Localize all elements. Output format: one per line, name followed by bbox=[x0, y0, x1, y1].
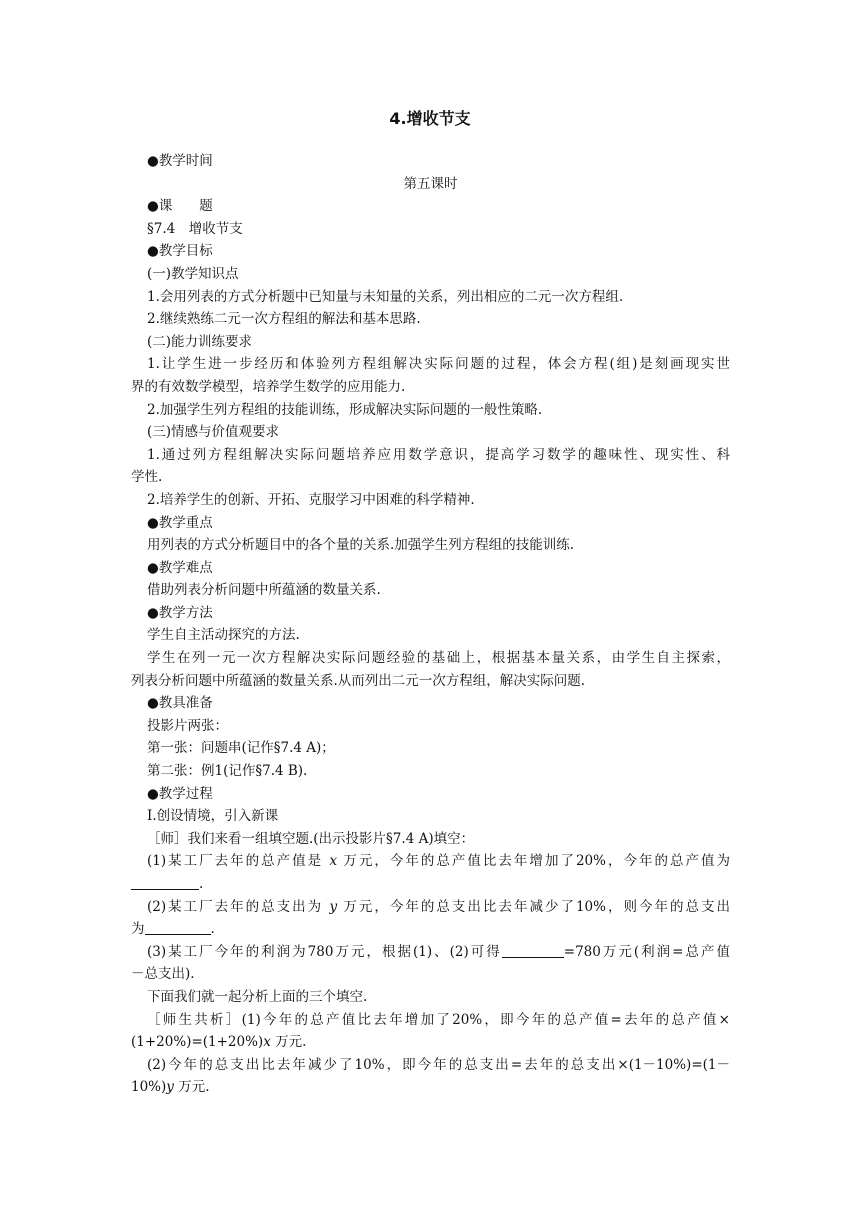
question-1 bbox=[131, 850, 730, 873]
question-3-continued: －总支出). bbox=[131, 966, 195, 983]
question-1-continued bbox=[131, 873, 730, 896]
analysis-2: (2)今年的总支出比去年减少了10%，即今年的总支出=去年的总支出×(1－10%)=(1－ bbox=[147, 1056, 730, 1073]
subheading-knowledge: (一)教学知识点 bbox=[147, 265, 239, 282]
document-body bbox=[131, 150, 730, 1099]
paragraph: 借助列表分析问题中所蕴涵的数量关系. bbox=[147, 582, 381, 599]
paragraph: 学生在列一元一次方程解决实际问题经验的基础上，根据基本量关系，由学生自主探索， bbox=[147, 650, 730, 667]
variable-y: y bbox=[329, 898, 338, 915]
section-heading-materials: ●教具准备 bbox=[147, 695, 213, 712]
question-2-continued bbox=[131, 918, 730, 941]
section-heading-time: ●教学时间 bbox=[147, 153, 213, 169]
text-segment: . bbox=[199, 876, 204, 892]
topic-text: §7.4 增收节支 bbox=[147, 220, 243, 237]
section-heading-topic: ●课 题 bbox=[147, 198, 213, 215]
section-heading-process: ●教学过程 bbox=[147, 785, 213, 802]
text-segment: 10%) bbox=[131, 1079, 167, 1096]
analysis-1-continued bbox=[131, 1031, 730, 1054]
paragraph: 用列表的方式分析题目中的各个量的关系.加强学生列方程组的技能训练. bbox=[147, 537, 575, 554]
subheading-values: (三)情感与价值观要求 bbox=[147, 424, 280, 441]
variable-x: x bbox=[263, 1034, 271, 1051]
paragraph: 1.通过列方程组解决实际问题培养应用数学意识，提高学习数学的趣味性、现实性、科 bbox=[147, 446, 730, 463]
text-segment: . bbox=[210, 921, 215, 938]
analysis-2-continued bbox=[131, 1076, 730, 1099]
text-segment: 万元. bbox=[275, 1034, 307, 1051]
variable-y: y bbox=[166, 1079, 174, 1096]
text-segment: 万元，今年的总支出比去年减少了10%，则今年的总支出 bbox=[343, 898, 730, 915]
paragraph-continued: 列表分析问题中所蕴涵的数量关系.从而列出二元一次方程组，解决实际问题. bbox=[131, 672, 586, 689]
paragraph: 下面我们就一起分析上面的三个填空. bbox=[147, 988, 368, 1005]
question-3 bbox=[131, 941, 730, 964]
paragraph: ［师］我们来看一组填空题.(出示投影片§7.4 A)填空： bbox=[147, 830, 475, 847]
paragraph: 1.让学生进一步经历和体验列方程组解决实际问题的过程，体会方程(组)是刻画现实世 bbox=[147, 356, 730, 373]
text-segment: =780万元(利润=总产值 bbox=[563, 943, 730, 960]
fill-blank bbox=[502, 943, 564, 958]
paragraph: 投影片两张： bbox=[147, 717, 228, 734]
analysis-1: ［师生共析］(1)今年的总产值比去年增加了20%，即今年的总产值=去年的总产值× bbox=[147, 1011, 730, 1028]
variable-x: x bbox=[329, 853, 338, 870]
paragraph: 2.加强学生列方程组的技能训练，形成解决实际问题的一般性策略. bbox=[147, 401, 543, 418]
paragraph-continued: 学性. bbox=[131, 469, 163, 486]
paragraph: 1.会用列表的方式分析题中已知量与未知量的关系，列出相应的二元一次方程组. bbox=[147, 288, 624, 305]
paragraph: 2.培养学生的创新、开拓、克服学习中困难的科学精神. bbox=[147, 491, 475, 508]
text-segment: (1)某工厂去年的总产值是 bbox=[147, 853, 324, 870]
text-segment: 为 bbox=[131, 921, 145, 938]
paragraph: 第一张：问题串(记作§7.4 A)； bbox=[147, 740, 335, 757]
subheading-ability: (二)能力训练要求 bbox=[147, 333, 253, 350]
paragraph: Ⅰ.创设情境，引入新课 bbox=[147, 808, 279, 825]
text-segment: 万元. bbox=[178, 1079, 210, 1096]
question-2 bbox=[131, 896, 730, 919]
section-heading-method: ●教学方法 bbox=[147, 604, 213, 621]
section-heading-difficulties: ●教学难点 bbox=[147, 559, 213, 576]
paragraph: 第二张：例1(记作§7.4 B). bbox=[147, 763, 308, 780]
page-title: 4.增收节支 bbox=[389, 109, 471, 128]
paragraph-continued: 界的有效数学模型，培养学生数学的应用能力. bbox=[131, 378, 406, 395]
section-heading-key-points: ●教学重点 bbox=[147, 514, 213, 531]
lesson-number: 第五课时 bbox=[403, 175, 458, 192]
fill-blank bbox=[131, 875, 199, 890]
fill-blank bbox=[145, 920, 211, 935]
section-heading-goals: ●教学目标 bbox=[147, 243, 213, 260]
paragraph: 学生自主活动探究的方法. bbox=[147, 627, 300, 644]
text-segment: 万元，今年的总产值比去年增加了20%，今年的总产值为 bbox=[343, 853, 730, 870]
text-segment: (2)某工厂去年的总支出为 bbox=[147, 898, 324, 915]
text-segment: (3)某工厂今年的利润为780万元，根据(1)、(2)可得 bbox=[147, 943, 502, 960]
text-segment: (1+20%)=(1+20%) bbox=[131, 1034, 264, 1051]
paragraph: 2.继续熟练二元一次方程组的解法和基本思路. bbox=[147, 311, 421, 328]
